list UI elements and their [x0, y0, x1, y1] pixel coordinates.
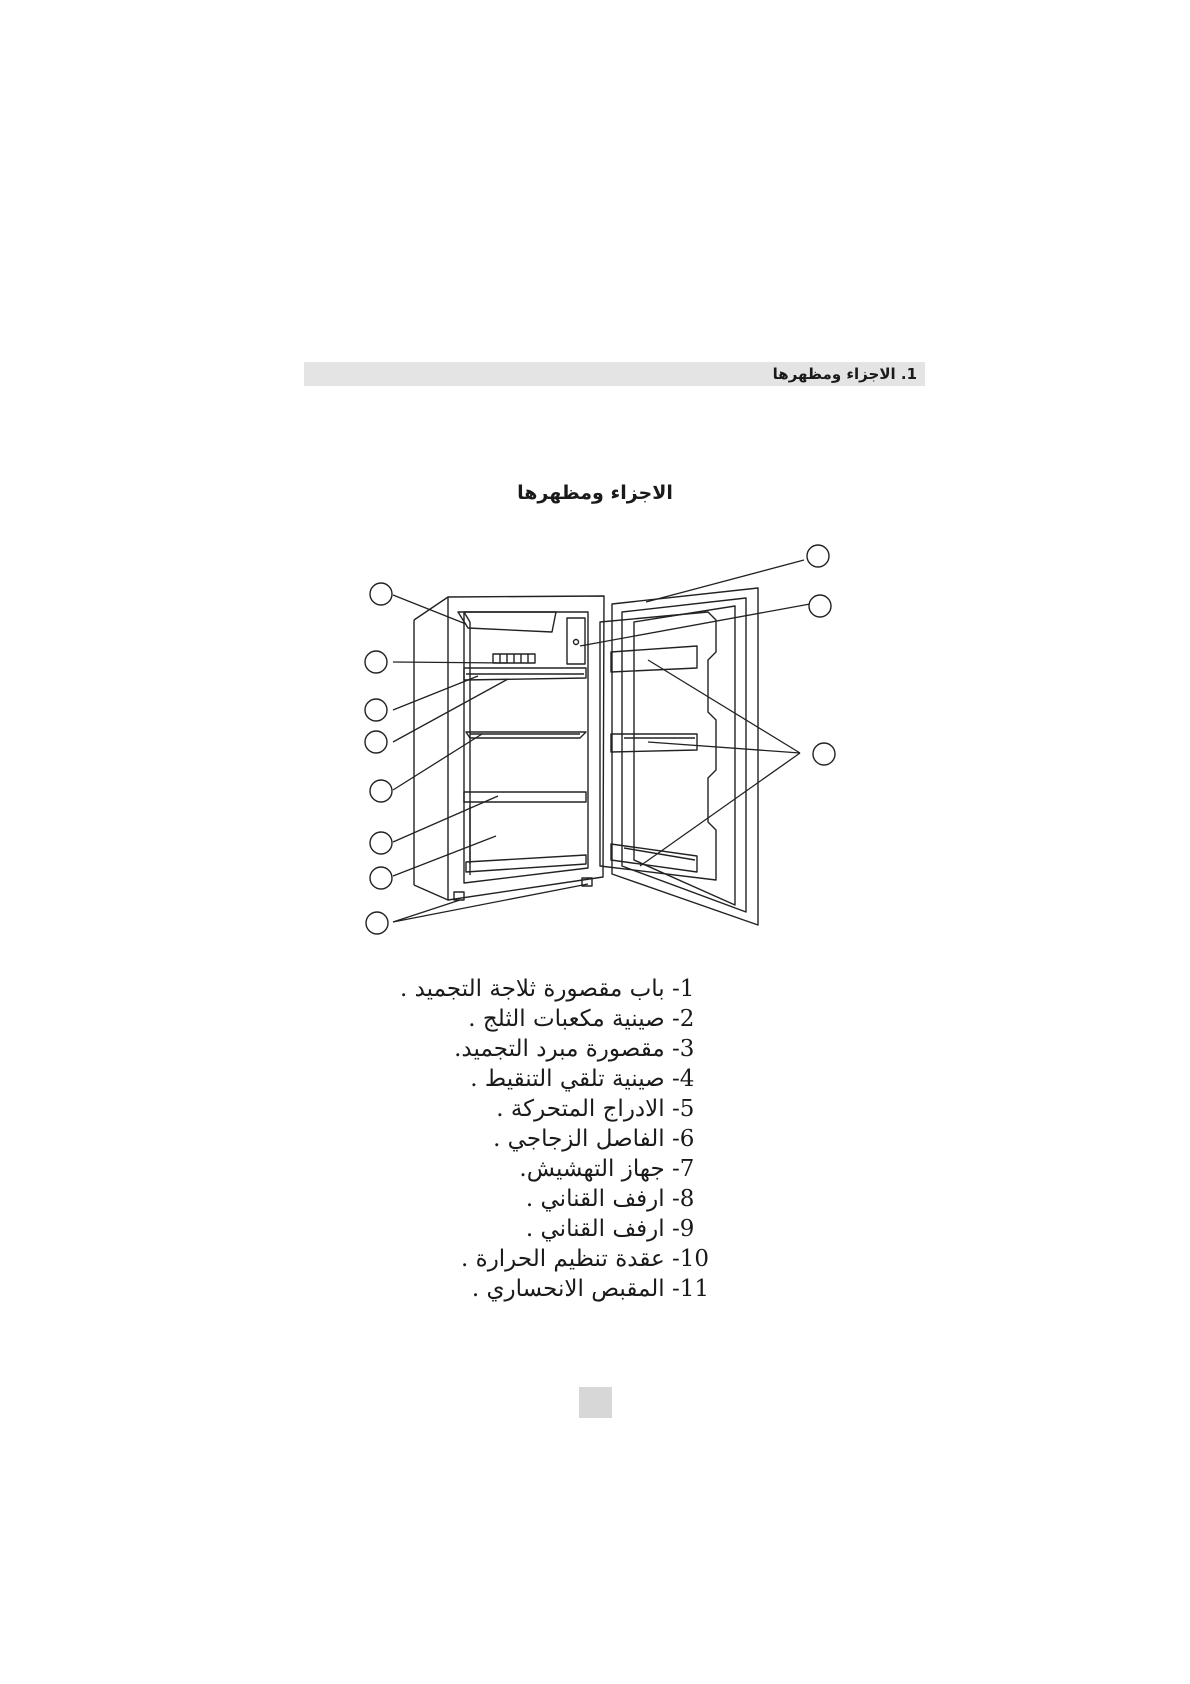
part-item — [400, 1154, 712, 1184]
part-number: -5 — [672, 1096, 695, 1122]
callout-circle — [370, 780, 392, 802]
part-number: -8 — [672, 1186, 695, 1212]
part-item — [400, 1124, 712, 1154]
part-item — [400, 1184, 712, 1214]
callout-circle — [809, 595, 831, 617]
part-label: مقصورة مبرد التجميد. — [454, 1036, 665, 1062]
part-item — [400, 974, 712, 1004]
part-number: -6 — [672, 1126, 695, 1152]
part-label: ارفف القناني . — [525, 1186, 665, 1212]
part-item — [400, 1214, 712, 1244]
part-number: -9 — [672, 1216, 695, 1242]
part-label: صينية مكعبات الثلج . — [468, 1006, 665, 1032]
callout-circle — [370, 867, 392, 889]
part-label: الادراج المتحركة . — [496, 1096, 665, 1122]
part-item — [400, 1064, 712, 1094]
part-label: الفاصل الزجاجي . — [493, 1126, 665, 1152]
part-number: -3 — [672, 1036, 695, 1062]
part-item — [400, 1094, 712, 1124]
page-number-box — [579, 1387, 612, 1418]
part-label: ارفف القناني . — [525, 1216, 665, 1242]
callout-circle — [366, 912, 388, 934]
part-label: باب مقصورة ثلاجة التجميد . — [399, 976, 665, 1002]
ice-tray — [493, 654, 535, 663]
part-number: -10 — [672, 1246, 710, 1272]
callout-circle — [365, 651, 387, 673]
section-header-text: 1. الاجزاء ومظهرها — [772, 365, 917, 383]
part-item — [400, 1274, 712, 1304]
part-number: -11 — [672, 1276, 710, 1302]
part-label: جهاز التهشيش. — [519, 1156, 665, 1182]
part-item — [400, 1244, 712, 1274]
callout-circle — [365, 699, 387, 721]
page-title: الاجزاء ومظهرها — [517, 482, 673, 504]
part-item — [400, 1034, 712, 1064]
part-item — [400, 1004, 712, 1034]
part-number: -4 — [672, 1066, 695, 1092]
part-number: -2 — [672, 1006, 695, 1032]
part-number: -7 — [672, 1156, 695, 1182]
callout-circle — [370, 583, 392, 605]
part-label: المقبص الانحساري . — [471, 1276, 665, 1302]
part-label: عقدة تنظيم الحرارة . — [461, 1246, 665, 1272]
callout-leaders — [393, 560, 810, 922]
part-label: صينية تلقي التنقيط . — [470, 1066, 665, 1092]
part-number: -1 — [672, 976, 695, 1002]
callout-circle — [370, 832, 392, 854]
parts-list — [400, 974, 712, 1304]
callout-circle — [807, 545, 829, 567]
cabinet-outline — [414, 596, 604, 900]
callout-circle — [365, 731, 387, 753]
callout-circle — [813, 743, 835, 765]
